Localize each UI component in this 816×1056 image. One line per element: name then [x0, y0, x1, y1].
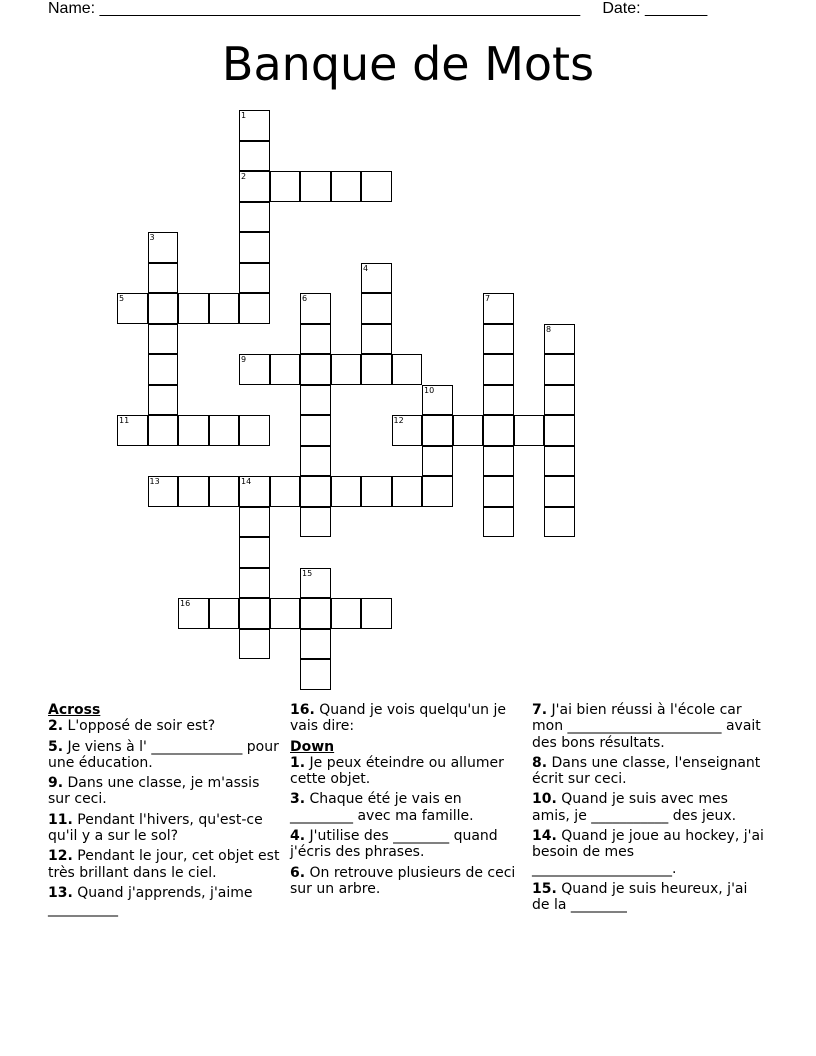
- crossword-cell[interactable]: [331, 598, 362, 629]
- crossword-cell[interactable]: [270, 171, 301, 202]
- crossword-cell[interactable]: [117, 415, 148, 446]
- crossword-cell[interactable]: [483, 415, 514, 446]
- clue-text: Dans une classe, l'enseignant écrit sur ceci.: [532, 754, 761, 788]
- cell-number: 9: [241, 355, 247, 364]
- clue-number: 4.: [290, 828, 306, 845]
- crossword-cell[interactable]: [239, 507, 270, 538]
- name-date-line: Name: ______________________________________________________ Date: _______: [48, 0, 708, 17]
- cell-number: 4: [363, 263, 369, 273]
- crossword-cell[interactable]: [239, 598, 270, 629]
- clue-number: 13.: [48, 884, 73, 901]
- clue-across-16: [290, 702, 522, 735]
- crossword-cell[interactable]: [483, 446, 514, 477]
- clue-across-13: [48, 885, 280, 918]
- clue-number: 6.: [290, 864, 306, 881]
- crossword-cell[interactable]: [148, 354, 179, 385]
- clue-number: 1.: [290, 754, 306, 771]
- across-heading: Across: [48, 702, 101, 718]
- crossword-cell[interactable]: [239, 202, 270, 233]
- crossword-cell[interactable]: [361, 171, 392, 202]
- clue-across-12: [48, 848, 280, 881]
- down-heading: Down: [290, 738, 335, 755]
- crossword-cell[interactable]: [239, 629, 270, 660]
- crossword-cell[interactable]: [422, 476, 453, 507]
- crossword-cell[interactable]: [239, 568, 270, 599]
- crossword-cell[interactable]: [300, 446, 331, 477]
- crossword-cell[interactable]: [361, 324, 392, 355]
- clue-across-2: [48, 718, 280, 734]
- crossword-cell[interactable]: [453, 415, 484, 446]
- crossword-cell[interactable]: [483, 476, 514, 507]
- crossword-cell[interactable]: [361, 598, 392, 629]
- crossword-cell[interactable]: [209, 476, 240, 507]
- crossword-cell[interactable]: [331, 171, 362, 202]
- crossword-cell[interactable]: [117, 293, 148, 324]
- clue-text: Je viens à l' _____________ pour une éducation.: [48, 738, 279, 771]
- clue-number: 5.: [48, 738, 64, 755]
- crossword-cell[interactable]: [239, 141, 270, 172]
- clue-text: Quand je suis heureux, j'ai de la ________: [532, 880, 748, 914]
- crossword-cell[interactable]: [209, 598, 240, 629]
- clue-number: 2.: [48, 718, 64, 735]
- clue-number: 15.: [532, 880, 557, 897]
- crossword-cell[interactable]: [361, 293, 392, 324]
- clue-number: 10.: [532, 791, 557, 808]
- crossword-cell[interactable]: [300, 324, 331, 355]
- crossword-cell[interactable]: [544, 324, 575, 355]
- crossword-cell[interactable]: [270, 476, 301, 507]
- cell-number: 16: [180, 599, 191, 608]
- crossword-cell[interactable]: [148, 415, 179, 446]
- clue-number: 11.: [48, 811, 73, 828]
- crossword-cell[interactable]: [300, 293, 331, 324]
- clue-down-14: [532, 828, 764, 877]
- crossword-cell[interactable]: [239, 110, 270, 141]
- clue-down-1: [290, 755, 522, 788]
- crossword-cell[interactable]: [148, 293, 179, 324]
- cell-number: 7: [485, 294, 491, 303]
- crossword-cell[interactable]: [148, 476, 179, 507]
- crossword-cell[interactable]: [300, 385, 331, 416]
- crossword-cell[interactable]: [544, 446, 575, 477]
- crossword-cell[interactable]: [544, 385, 575, 416]
- cell-number: 8: [546, 324, 552, 334]
- clues-column-2: [290, 702, 522, 901]
- crossword-cell[interactable]: [270, 354, 301, 385]
- crossword-cell[interactable]: [148, 263, 179, 294]
- crossword-cell[interactable]: [422, 385, 453, 416]
- crossword-cell[interactable]: [483, 354, 514, 385]
- crossword-cell[interactable]: [300, 415, 331, 446]
- crossword-cell[interactable]: [514, 415, 545, 446]
- clue-text: Chaque été je vais en _________ avec ma famille.: [290, 791, 474, 824]
- clue-text: On retrouve plusieurs de ceci sur un arbre.: [290, 864, 516, 897]
- crossword-cell[interactable]: [361, 354, 392, 385]
- crossword-cell[interactable]: [392, 476, 423, 507]
- crossword-cell[interactable]: [300, 568, 331, 599]
- clue-number: 14.: [532, 828, 557, 845]
- crossword-cell[interactable]: [422, 446, 453, 477]
- clue-number: 7.: [532, 702, 548, 718]
- crossword-cell[interactable]: [300, 476, 331, 507]
- crossword-cell[interactable]: [209, 415, 240, 446]
- clue-text: Je peux éteindre ou allumer cette objet.: [290, 754, 504, 788]
- clue-down-7: [532, 702, 764, 751]
- clue-text: J'utilise des ________ quand j'écris des phrases.: [290, 828, 498, 861]
- clue-down-4: [290, 828, 522, 861]
- crossword-cell[interactable]: [300, 659, 331, 690]
- clue-text: Quand j'apprends, j'aime __________: [48, 884, 253, 918]
- crossword-cell[interactable]: [544, 507, 575, 538]
- clue-across-11: [48, 812, 280, 845]
- clue-text: Quand je vois quelqu'un je vais dire:: [290, 702, 506, 735]
- clue-down-6: [290, 865, 522, 898]
- clue-across-5: [48, 739, 280, 772]
- crossword-cell[interactable]: [483, 385, 514, 416]
- crossword-cell[interactable]: [239, 293, 270, 324]
- clue-text: L'opposé de soir est?: [67, 718, 216, 735]
- crossword-cell[interactable]: [544, 476, 575, 507]
- crossword-cell[interactable]: [239, 263, 270, 294]
- cell-number: 13: [149, 477, 160, 486]
- clues-column-1: [48, 702, 280, 922]
- crossword-cell[interactable]: [544, 415, 575, 446]
- clue-text: Quand je joue au hockey, j'ai besoin de mes ____________________.: [532, 828, 764, 877]
- cell-number: 3: [149, 233, 155, 242]
- crossword-cell[interactable]: [422, 415, 453, 446]
- clue-text: Dans une classe, je m'assis sur ceci.: [48, 775, 260, 808]
- crossword-cell[interactable]: [239, 415, 270, 446]
- crossword-cell[interactable]: [300, 354, 331, 385]
- crossword-cell[interactable]: [300, 507, 331, 538]
- clue-down-3: [290, 791, 522, 824]
- crossword-cell[interactable]: [148, 232, 179, 263]
- crossword-cell[interactable]: [331, 354, 362, 385]
- clue-number: 16.: [290, 702, 315, 718]
- crossword-cell[interactable]: [361, 263, 392, 294]
- clue-down-15: [532, 881, 764, 914]
- crossword-cell[interactable]: [300, 598, 331, 629]
- clue-text: Pendant l'hivers, qu'est-ce qu'il y a sur le sol?: [48, 811, 263, 845]
- crossword-cell[interactable]: [239, 171, 270, 202]
- cell-number: 14: [241, 477, 252, 486]
- clue-number: 12.: [48, 848, 73, 865]
- crossword-cell[interactable]: [148, 324, 179, 355]
- clue-text: Quand je suis avec mes amis, je ___________ des jeux.: [532, 791, 737, 824]
- crossword-cell[interactable]: [483, 324, 514, 355]
- crossword-cell[interactable]: [392, 354, 423, 385]
- clue-down-10: [532, 791, 764, 824]
- clue-across-9: [48, 775, 280, 808]
- cell-number: 1: [241, 111, 247, 120]
- crossword-cell[interactable]: [178, 415, 209, 446]
- crossword-cell[interactable]: [178, 293, 209, 324]
- crossword-cell[interactable]: [209, 293, 240, 324]
- clue-number: 8.: [532, 754, 548, 771]
- crossword-cell[interactable]: [544, 354, 575, 385]
- page-title: Banque de Mots: [221, 37, 595, 91]
- crossword-cell[interactable]: [270, 598, 301, 629]
- crossword-cell[interactable]: [392, 415, 423, 446]
- clue-number: 9.: [48, 775, 64, 792]
- crossword-cell[interactable]: [239, 354, 270, 385]
- cell-number: 2: [241, 172, 247, 181]
- crossword-cell[interactable]: [148, 385, 179, 416]
- cell-number: 10: [424, 385, 435, 395]
- crossword-cell[interactable]: [239, 537, 270, 568]
- clue-down-8: [532, 755, 764, 788]
- crossword-cell[interactable]: [178, 598, 209, 629]
- clue-text: J'ai bien réussi à l'école car mon ______________________ avait des bons résultats.: [532, 702, 761, 751]
- cell-number: 11: [119, 416, 130, 425]
- clues-column-3: [532, 702, 764, 918]
- crossword-cell[interactable]: [300, 171, 331, 202]
- crossword-cell[interactable]: [483, 507, 514, 538]
- crossword-cell[interactable]: [483, 293, 514, 324]
- cell-number: 6: [302, 294, 308, 303]
- crossword-cell[interactable]: [331, 476, 362, 507]
- crossword-cell[interactable]: [239, 232, 270, 263]
- clue-text: Pendant le jour, cet objet est très brillant dans le ciel.: [48, 848, 280, 881]
- crossword-cell[interactable]: [178, 476, 209, 507]
- cell-number: 12: [393, 416, 404, 425]
- cell-number: 15: [302, 568, 313, 578]
- crossword-cell[interactable]: [300, 629, 331, 660]
- crossword-cell[interactable]: [361, 476, 392, 507]
- clue-number: 3.: [290, 791, 306, 808]
- cell-number: 5: [119, 294, 125, 303]
- crossword-cell[interactable]: [239, 476, 270, 507]
